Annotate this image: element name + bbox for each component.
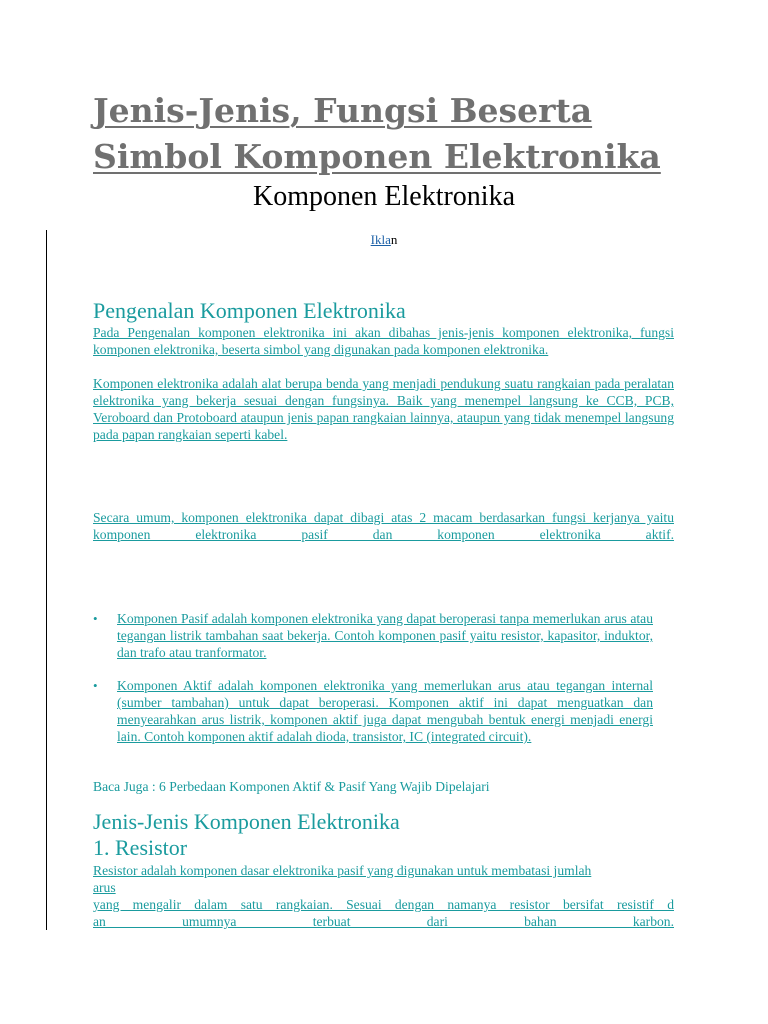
page-subtitle: Komponen Elektronika [252, 181, 516, 212]
read-also-link[interactable]: Baca Juga : 6 Perbedaan Komponen Aktif & Pasif Yang Wajib Dipelajari [93, 779, 490, 794]
subsection-heading-resistor[interactable]: 1. Resistor [93, 835, 188, 860]
paragraph-resistor-line3[interactable]: yang mengalir dalam satu rangkaian. Sesuai dengan namanya resistor bersifat resistif d [93, 897, 674, 912]
paragraph-definition[interactable]: Komponen elektronika adalah alat berupa benda yang menjadi pendukung suatu rangkaian pada peralatan elektronika yang bekerja sesuai dengan fungsinya. Baik yang menempel langsung ke CCB, PCB, Veroboard dan Protoboard ataupun jenis papan rangkaian lainnya, ataupun yang tidak menempel langsung pada papan rangkaian seperti kabel. [93, 376, 674, 442]
paragraph-resistor-line2[interactable]: arus [93, 880, 116, 895]
left-margin-rule [46, 230, 47, 930]
section-heading-types[interactable]: Jenis-Jenis Komponen Elektronika [93, 809, 400, 834]
paragraph-introduction[interactable]: Pada Pengenalan komponen elektronika ini akan dibahas jenis-jenis komponen elektronika, fungsi komponen elektronika, beserta simbol yang digunakan pada komponen elektronika. [93, 325, 674, 357]
ad-link[interactable]: Ikla [370, 232, 391, 247]
paragraph-classification[interactable]: Secara umum, komponen elektronika dapat dibagi atas 2 macam berdasarkan fungsi kerjanya yaitu komponen elektronika pasif dan komponen elektronika aktif. [93, 510, 674, 542]
bullet-marker: • [93, 611, 98, 626]
ad-label-suffix: n [390, 232, 398, 247]
bullet-marker: • [93, 678, 98, 693]
list-item-passive-text[interactable]: Komponen Pasif adalah komponen elektronika yang dapat beroperasi tanpa memerlukan arus atau tegangan listrik tambahan saat bekerja. Contoh komponen pasif yaitu resistor, kapasitor, induktor, dan trafo atau tranformator. [117, 611, 653, 660]
section-heading-introduction[interactable]: Pengenalan Komponen Elektronika [93, 298, 406, 323]
paragraph-resistor-line4[interactable]: an umumnya terbuat dari bahan karbon. [93, 914, 674, 929]
ad-label [0, 232, 768, 248]
paragraph-resistor-line1[interactable]: Resistor adalah komponen dasar elektronika pasif yang digunakan untuk membatasi jumlah [93, 863, 592, 878]
page-title[interactable]: Jenis-Jenis, Fungsi Beserta Simbol Komponen Elektronika [93, 91, 661, 176]
list-item-active-text[interactable]: Komponen Aktif adalah komponen elektronika yang memerlukan arus atau tegangan internal (sumber tambahan) untuk dapat beroperasi. Komponen aktif ini dapat menguatkan dan menyearahkan arus listrik, komponen aktif juga dapat mengubah bentuk energi menjadi energi lain. Contoh komponen aktif adalah dioda, transistor, IC (integrated circuit). [117, 678, 653, 744]
